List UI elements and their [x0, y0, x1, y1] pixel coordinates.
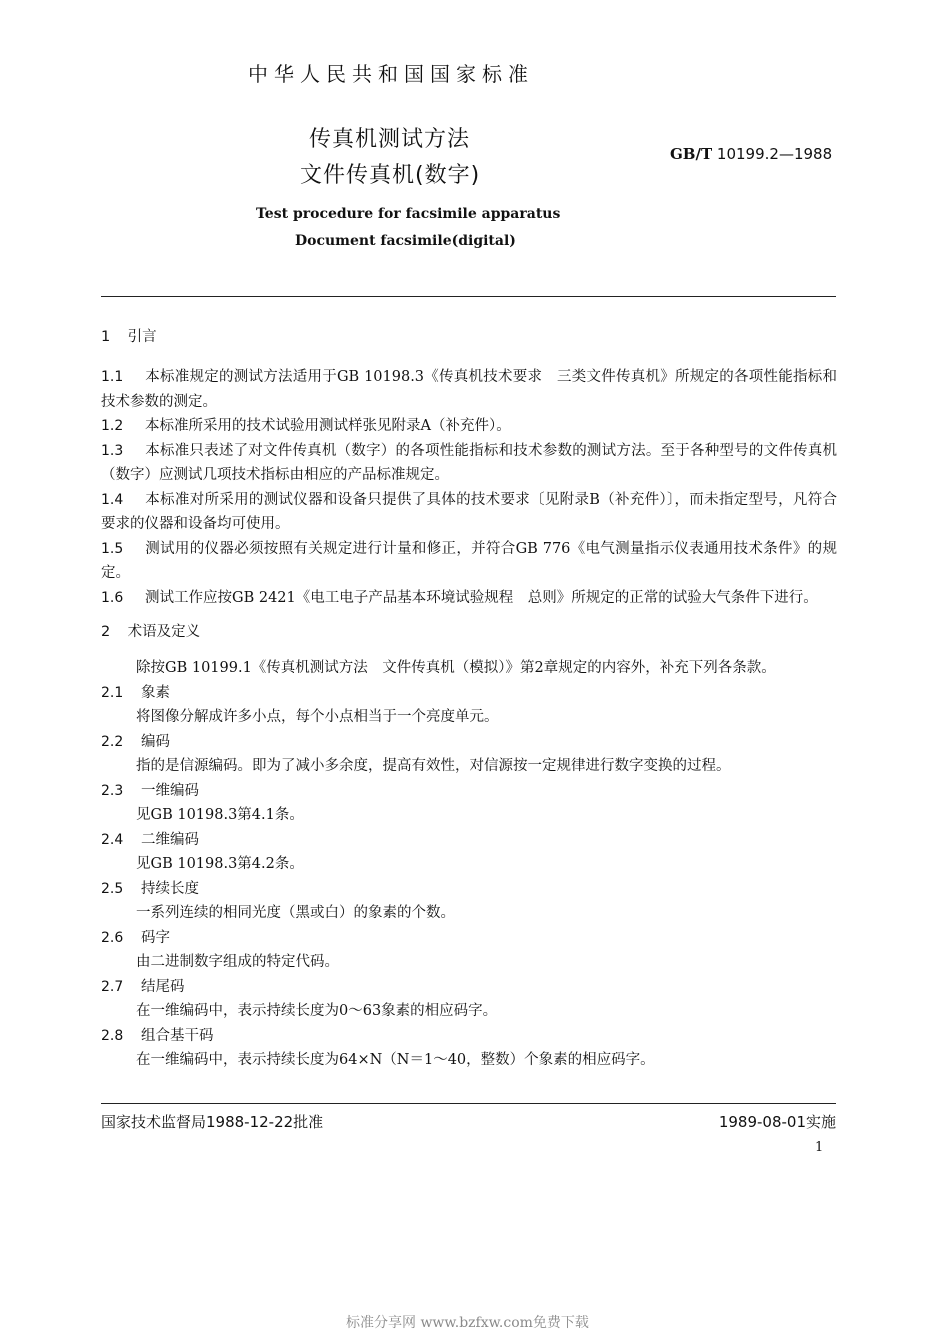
- clause-text: 本标准所采用的技术试验用测试样张见附录A（补充件）。: [145, 418, 511, 434]
- term-definition: 在一维编码中，表示持续长度为64×N（N＝1～40，整数）个象素的相应码字。: [136, 1052, 655, 1068]
- document-body: [101, 326, 837, 1073]
- footer-divider: [101, 1103, 836, 1104]
- clause: [101, 414, 837, 439]
- clause-number: 1.2: [101, 418, 124, 434]
- term-heading: [101, 926, 837, 951]
- clause-number: 1.1: [101, 369, 124, 385]
- term-number: 2.5: [101, 880, 124, 897]
- page-number: 1: [815, 1140, 824, 1155]
- clause-text: 本标准对所采用的测试仪器和设备只提供了具体的技术要求〔见附录B（补充件）〕，而未指定型号，凡符合要求的仪器和设备均可使用。: [101, 491, 837, 532]
- term-name: 二维编码: [141, 831, 199, 848]
- section-2-intro: 除按GB 10199.1《传真机测试方法 文件传真机（模拟）》第2章规定的内容外，补充下列各条款。: [136, 660, 776, 676]
- implementation-date: 1989-08-01实施: [718, 1113, 836, 1131]
- section-number: 2: [101, 624, 111, 640]
- term-heading: [101, 975, 837, 1000]
- clause-number: 1.6: [101, 589, 124, 606]
- term-number: 2.3: [101, 782, 124, 799]
- term-number: 2.8: [101, 1027, 124, 1044]
- clause: [101, 439, 837, 488]
- clause-text: 测试工作应按GB 2421《电工电子产品基本环境试验规程 总则》所规定的正常的试验大气条件下进行。: [145, 589, 818, 606]
- term-heading: [101, 877, 837, 902]
- clause-number: 1.3: [101, 442, 124, 459]
- clause-text: 本标准只表述了对文件传真机（数字）的各项性能指标和技术参数的测试方法。至于各种型号的文件传真机（数字）应测试几项技术指标由相应的产品标准规定。: [101, 442, 837, 483]
- term-definition: 在一维编码中，表示持续长度为0～63象素的相应码字。: [136, 1003, 498, 1019]
- term-name: 码字: [141, 929, 170, 946]
- term-number: 2.6: [101, 929, 124, 946]
- term-definition: 由二进制数字组成的特定代码。: [136, 954, 339, 970]
- english-title-line1: Test procedure for facsimile apparatus: [256, 206, 561, 222]
- term-name: 一维编码: [141, 782, 199, 799]
- term-heading: [101, 730, 837, 755]
- section-2-heading: [101, 621, 837, 643]
- term-number: 2.1: [101, 684, 124, 701]
- term-heading: [101, 1024, 837, 1049]
- term-number: 2.2: [101, 733, 124, 750]
- term-definition: 将图像分解成许多小点，每个小点相当于一个亮度单元。: [136, 709, 499, 725]
- approval-note: 国家技术监督局1988-12-22批准: [101, 1113, 324, 1131]
- clause: [101, 365, 837, 414]
- clause-number: 1.4: [101, 491, 124, 508]
- section-number: 1: [101, 329, 111, 345]
- clause: [101, 488, 837, 537]
- clause: [101, 586, 837, 611]
- english-title-line2: Document facsimile(digital): [295, 233, 516, 249]
- term-definition: 见GB 10198.3第4.1条。: [136, 807, 304, 823]
- term-name: 持续长度: [141, 880, 199, 897]
- standard-prefix: GB/T: [670, 145, 713, 163]
- term-definition: 指的是信源编码。即为了减小多余度，提高有效性，对信源按一定规律进行数字变换的过程。: [136, 758, 731, 774]
- document-title-line2: 文件传真机(数字): [300, 163, 481, 188]
- document-title-line1: 传真机测试方法: [309, 127, 471, 152]
- section-1-heading: [101, 326, 837, 348]
- term-name: 编码: [141, 733, 170, 750]
- clause-text: 本标准规定的测试方法适用于GB 10198.3《传真机技术要求 三类文件传真机》所规定的各项性能指标和技术参数的测定。: [101, 369, 837, 410]
- term-number: 2.4: [101, 831, 124, 848]
- term-name: 结尾码: [141, 978, 185, 995]
- term-heading: [101, 681, 837, 706]
- section-title: 术语及定义: [127, 624, 201, 640]
- term-heading: [101, 828, 837, 853]
- watermark-text: 标准分享网 www.bzfxw.com免费下载: [346, 1315, 589, 1331]
- term-heading: [101, 779, 837, 804]
- term-name: 组合基干码: [141, 1027, 214, 1044]
- clause: [101, 537, 837, 586]
- clause-number: 1.5: [101, 540, 124, 557]
- standard-number: [670, 145, 832, 163]
- term-definition: 一系列连续的相同光度（黑或白）的象素的个数。: [136, 905, 455, 921]
- clause-text: 测试用的仪器必须按照有关规定进行计量和修正，并符合GB 776《电气测量指示仪表通用技术条件》的规定。: [101, 540, 837, 581]
- term-name: 象素: [141, 684, 170, 701]
- term-definition: 见GB 10198.3第4.2条。: [136, 856, 304, 872]
- standard-code: 10199.2—1988: [716, 145, 833, 163]
- national-standard-heading: 中华人民共和国国家标准: [248, 62, 534, 86]
- section-title: 引言: [127, 329, 157, 345]
- term-number: 2.7: [101, 978, 124, 995]
- header-divider: [101, 296, 836, 297]
